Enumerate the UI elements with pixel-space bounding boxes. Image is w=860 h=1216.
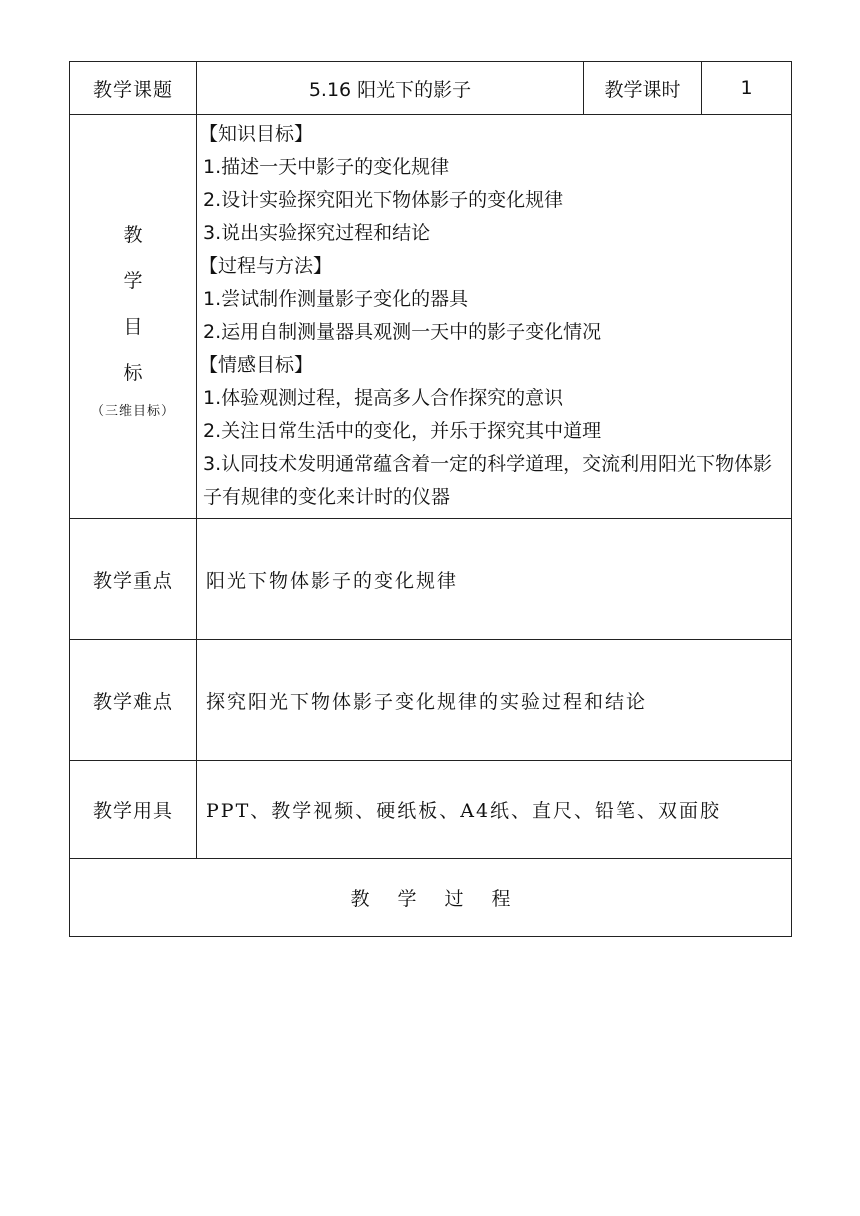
key-point-label: 教学重点 xyxy=(70,519,197,640)
tools-value: PPT、教学视频、硬纸板、A4纸、直尺、铅笔、双面胶 xyxy=(197,761,792,859)
process-heading xyxy=(70,859,792,937)
process-char: 过 xyxy=(444,888,464,910)
objectives-label-char: 标 xyxy=(123,361,143,384)
topic-label: 教学课题 xyxy=(70,62,197,115)
process-char: 程 xyxy=(491,888,511,910)
objective-item: 2.设计实验探究阳光下物体影子的变化规律 xyxy=(203,189,564,211)
objectives-row xyxy=(70,115,792,519)
objectives-label-sub: （三维目标） xyxy=(90,403,175,419)
hours-value: 1 xyxy=(702,62,792,115)
knowledge-heading: 【知识目标】 xyxy=(199,123,314,145)
objectives-label-char: 目 xyxy=(123,315,143,338)
topic-value: 5.16 阳光下的影子 xyxy=(197,62,584,115)
process-char: 学 xyxy=(397,888,417,910)
objectives-label-char: 学 xyxy=(123,269,143,292)
emotion-heading: 【情感目标】 xyxy=(199,354,314,376)
process-method-heading: 【过程与方法】 xyxy=(199,255,333,277)
tools-row xyxy=(70,761,792,859)
objective-item: 2.运用自制测量器具观测一天中的影子变化情况 xyxy=(203,321,602,343)
tools-label: 教学用具 xyxy=(70,761,197,859)
objectives-content xyxy=(197,115,792,519)
objective-item: 3.认同技术发明通常蕴含着一定的科学道理，交流利用阳光下物体影子有规律的变化来计时的仪器 xyxy=(203,453,773,508)
hours-label: 教学课时 xyxy=(584,62,702,115)
objective-item: 1.描述一天中影子的变化规律 xyxy=(203,156,450,178)
topic-row xyxy=(70,62,792,115)
objectives-label-char: 教 xyxy=(123,223,143,246)
key-point-value: 阳光下物体影子的变化规律 xyxy=(197,519,792,640)
objectives-label xyxy=(70,115,197,519)
objective-item: 3.说出实验探究过程和结论 xyxy=(203,222,431,244)
difficulty-row xyxy=(70,640,792,761)
lesson-plan-table xyxy=(69,61,792,937)
objective-item: 1.体验观测过程，提高多人合作探究的意识 xyxy=(203,387,564,409)
process-row xyxy=(70,859,792,937)
objective-item: 2.关注日常生活中的变化，并乐于探究其中道理 xyxy=(203,420,602,442)
key-point-row xyxy=(70,519,792,640)
process-char: 教 xyxy=(350,888,370,910)
difficulty-label: 教学难点 xyxy=(70,640,197,761)
objective-item: 1.尝试制作测量影子变化的器具 xyxy=(203,288,469,310)
difficulty-value: 探究阳光下物体影子变化规律的实验过程和结论 xyxy=(197,640,792,761)
